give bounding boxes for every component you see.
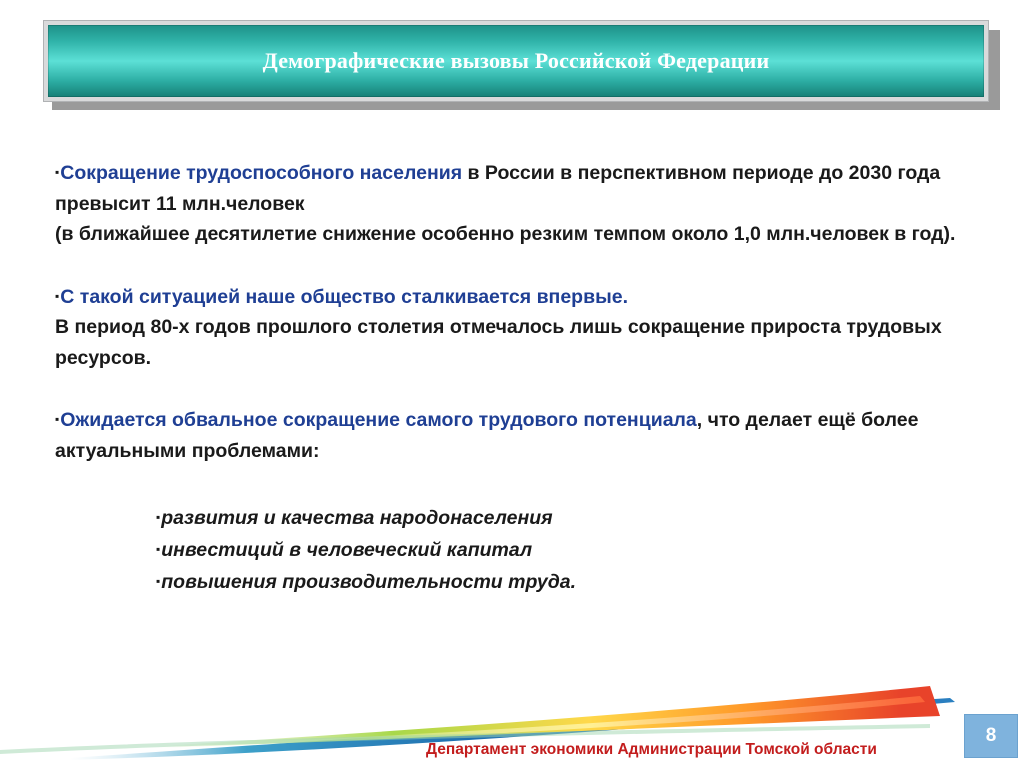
paragraph-1-note: (в ближайшее десятилетие снижение особенно резким темпом около 1,0 млн.человек в год). [55, 223, 956, 245]
paragraph-3-highlight: Ожидается обвальное сокращение самого трудового потенциала [60, 409, 697, 431]
sub-list-item: ▪инвестиций в человеческий капитал [156, 539, 533, 561]
paragraph-1-highlight: Сокращение трудоспособного населения [60, 162, 463, 184]
paragraph-3 [55, 404, 985, 466]
sub-list-item: ▪развития и качества народонаселения [156, 507, 553, 529]
bullet-icon: ▪ [156, 510, 161, 524]
sub-list [156, 502, 985, 598]
paragraph-1 [55, 157, 985, 250]
sub-list-item: ▪повышения производительности труда. [156, 571, 577, 593]
slide-title: Демографические вызовы Российской Федерации [262, 48, 770, 73]
bullet-icon: ▪ [55, 412, 60, 426]
bullet-icon: ▪ [55, 165, 60, 179]
paragraph-3-text: , что делает ещё более актуальными проблемами: [55, 409, 919, 462]
page-number-badge [964, 714, 1018, 758]
title-banner [48, 25, 984, 97]
footer-caption: Департамент экономики Администрации Томской области [426, 741, 877, 758]
bullet-icon: ▪ [156, 574, 161, 588]
paragraph-2-text: В период 80-х годов прошлого столетия отмечалось лишь сокращение прироста трудовых ресурсов. [55, 316, 942, 369]
slide-body [55, 157, 985, 598]
page-number: 8 [985, 725, 997, 746]
bullet-icon: ▪ [55, 288, 60, 303]
bullet-icon: ▪ [156, 542, 161, 556]
paragraph-2-highlight: С такой ситуацией наше общество сталкивается впервые. [60, 285, 628, 308]
paragraph-2 [55, 281, 985, 374]
paragraph-1-text: в России в перспективном периоде до 2030 года превысит 11 млн.человек [55, 162, 941, 215]
